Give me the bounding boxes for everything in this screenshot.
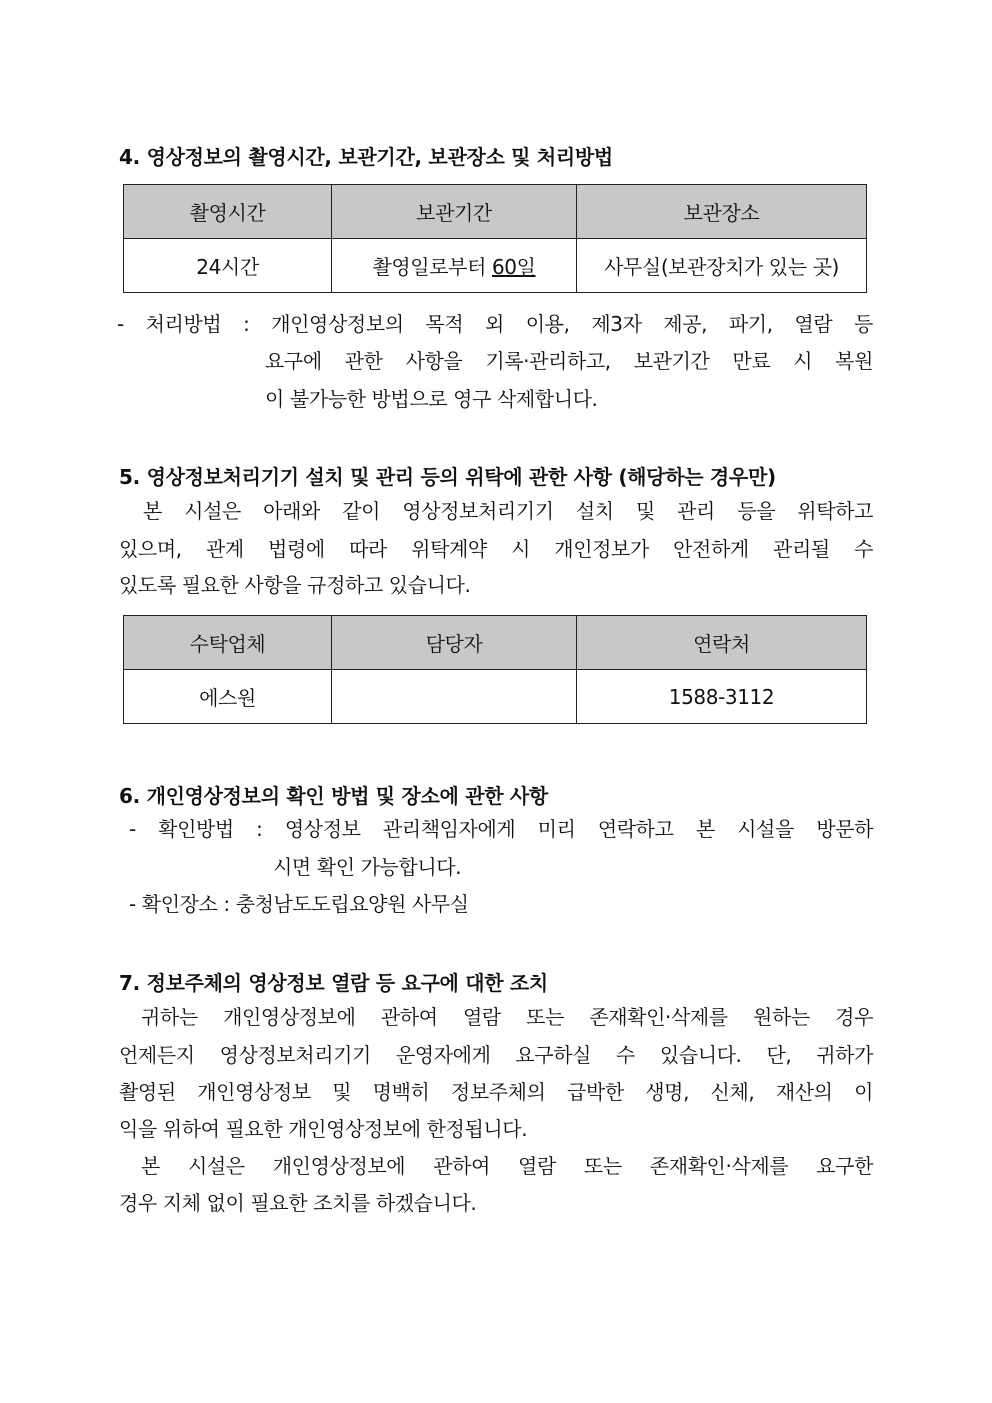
check-place-line [129, 890, 729, 918]
check-method-line-1: - 확인방법 : 영상정보 관리책임자에게 미리 연락하고 본 시설을 방문하 [129, 817, 873, 841]
header-shooting-time: 촬영시간 [124, 185, 332, 239]
header-manager: 담당자 [332, 616, 577, 670]
section-7-paragraph-1-line-4: 익을 위하여 필요한 개인영상정보에 한정됩니다. [119, 1117, 528, 1141]
header-contact: 연락처 [577, 616, 867, 670]
cell-contractor: 에스원 [124, 670, 332, 724]
section-5-paragraph-line-2: 있으며, 관계 법령에 따라 위탁계약 시 개인정보가 안전하게 관리될 수 [119, 537, 873, 561]
section-7-paragraph-2-line-2: 경우 지체 없이 필요한 조치를 하겠습니다. [119, 1191, 477, 1215]
section-7-paragraph-2-line-1: 본 시설은 개인영상정보에 관하여 열람 또는 존재확인·삭제를 요구한 [141, 1154, 873, 1178]
check-method-label: - 확인방법 : [129, 817, 285, 841]
cell-shooting-time: 24시간 [124, 239, 332, 293]
method-line-1: - 처리방법 : 개인영상정보의 목적 외 이용, 제3자 제공, 파기, 열람 등 [117, 312, 873, 336]
cell-contact: 1588-3112 [577, 670, 867, 724]
contractor-table [123, 615, 867, 724]
section-7-paragraph-1-line-3: 촬영된 개인영상정보 및 명백히 정보주체의 급박한 생명, 신체, 재산의 이 [119, 1080, 873, 1104]
table-row [124, 670, 867, 724]
check-place-label: - 확인장소 : [129, 892, 236, 916]
storage-table [123, 184, 867, 293]
retention-prefix: 촬영일로부터 [372, 255, 492, 279]
table-header-row [124, 185, 867, 239]
header-contractor: 수탁업체 [124, 616, 332, 670]
section-6-heading: 6. 개인영상정보의 확인 방법 및 장소에 관한 사항 [119, 784, 548, 808]
method-line-2: 요구에 관한 사항을 기록·관리하고, 보관기간 만료 시 복원 [265, 349, 873, 373]
check-method-line-2: 시면 확인 가능합니다. [273, 855, 462, 879]
header-retention-period: 보관기간 [332, 185, 577, 239]
section-4-heading: 4. 영상정보의 촬영시간, 보관기간, 보관장소 및 처리방법 [119, 145, 613, 169]
method-line-3: 이 불가능한 방법으로 영구 삭제합니다. [265, 387, 598, 411]
table-row [124, 239, 867, 293]
header-storage-place: 보관장소 [577, 185, 867, 239]
cell-manager [332, 670, 577, 724]
cell-storage-place: 사무실(보관장치가 있는 곳) [577, 239, 867, 293]
table-header-row [124, 616, 867, 670]
cell-retention-period [332, 239, 577, 293]
section-5-heading: 5. 영상정보처리기기 설치 및 관리 등의 위탁에 관한 사항 (해당하는 경우만) [119, 465, 776, 489]
section-5-paragraph-line-3: 있도록 필요한 사항을 규정하고 있습니다. [119, 573, 471, 597]
section-5-paragraph-line-1: 본 시설은 아래와 같이 영상정보처리기기 설치 및 관리 등을 위탁하고 [143, 499, 873, 523]
method-label: - 처리방법 : [117, 312, 272, 336]
section-7-heading: 7. 정보주체의 영상정보 열람 등 요구에 대한 조치 [119, 971, 548, 995]
check-place-value: 충청남도도립요양원 사무실 [235, 892, 469, 916]
section-7-paragraph-1-line-1: 귀하는 개인영상정보에 관하여 열람 또는 존재확인·삭제를 원하는 경우 [141, 1005, 873, 1029]
retention-days: 60일 [491, 255, 536, 279]
section-7-paragraph-1-line-2: 언제든지 영상정보처리기기 운영자에게 요구하실 수 있습니다. 단, 귀하가 [119, 1043, 873, 1067]
